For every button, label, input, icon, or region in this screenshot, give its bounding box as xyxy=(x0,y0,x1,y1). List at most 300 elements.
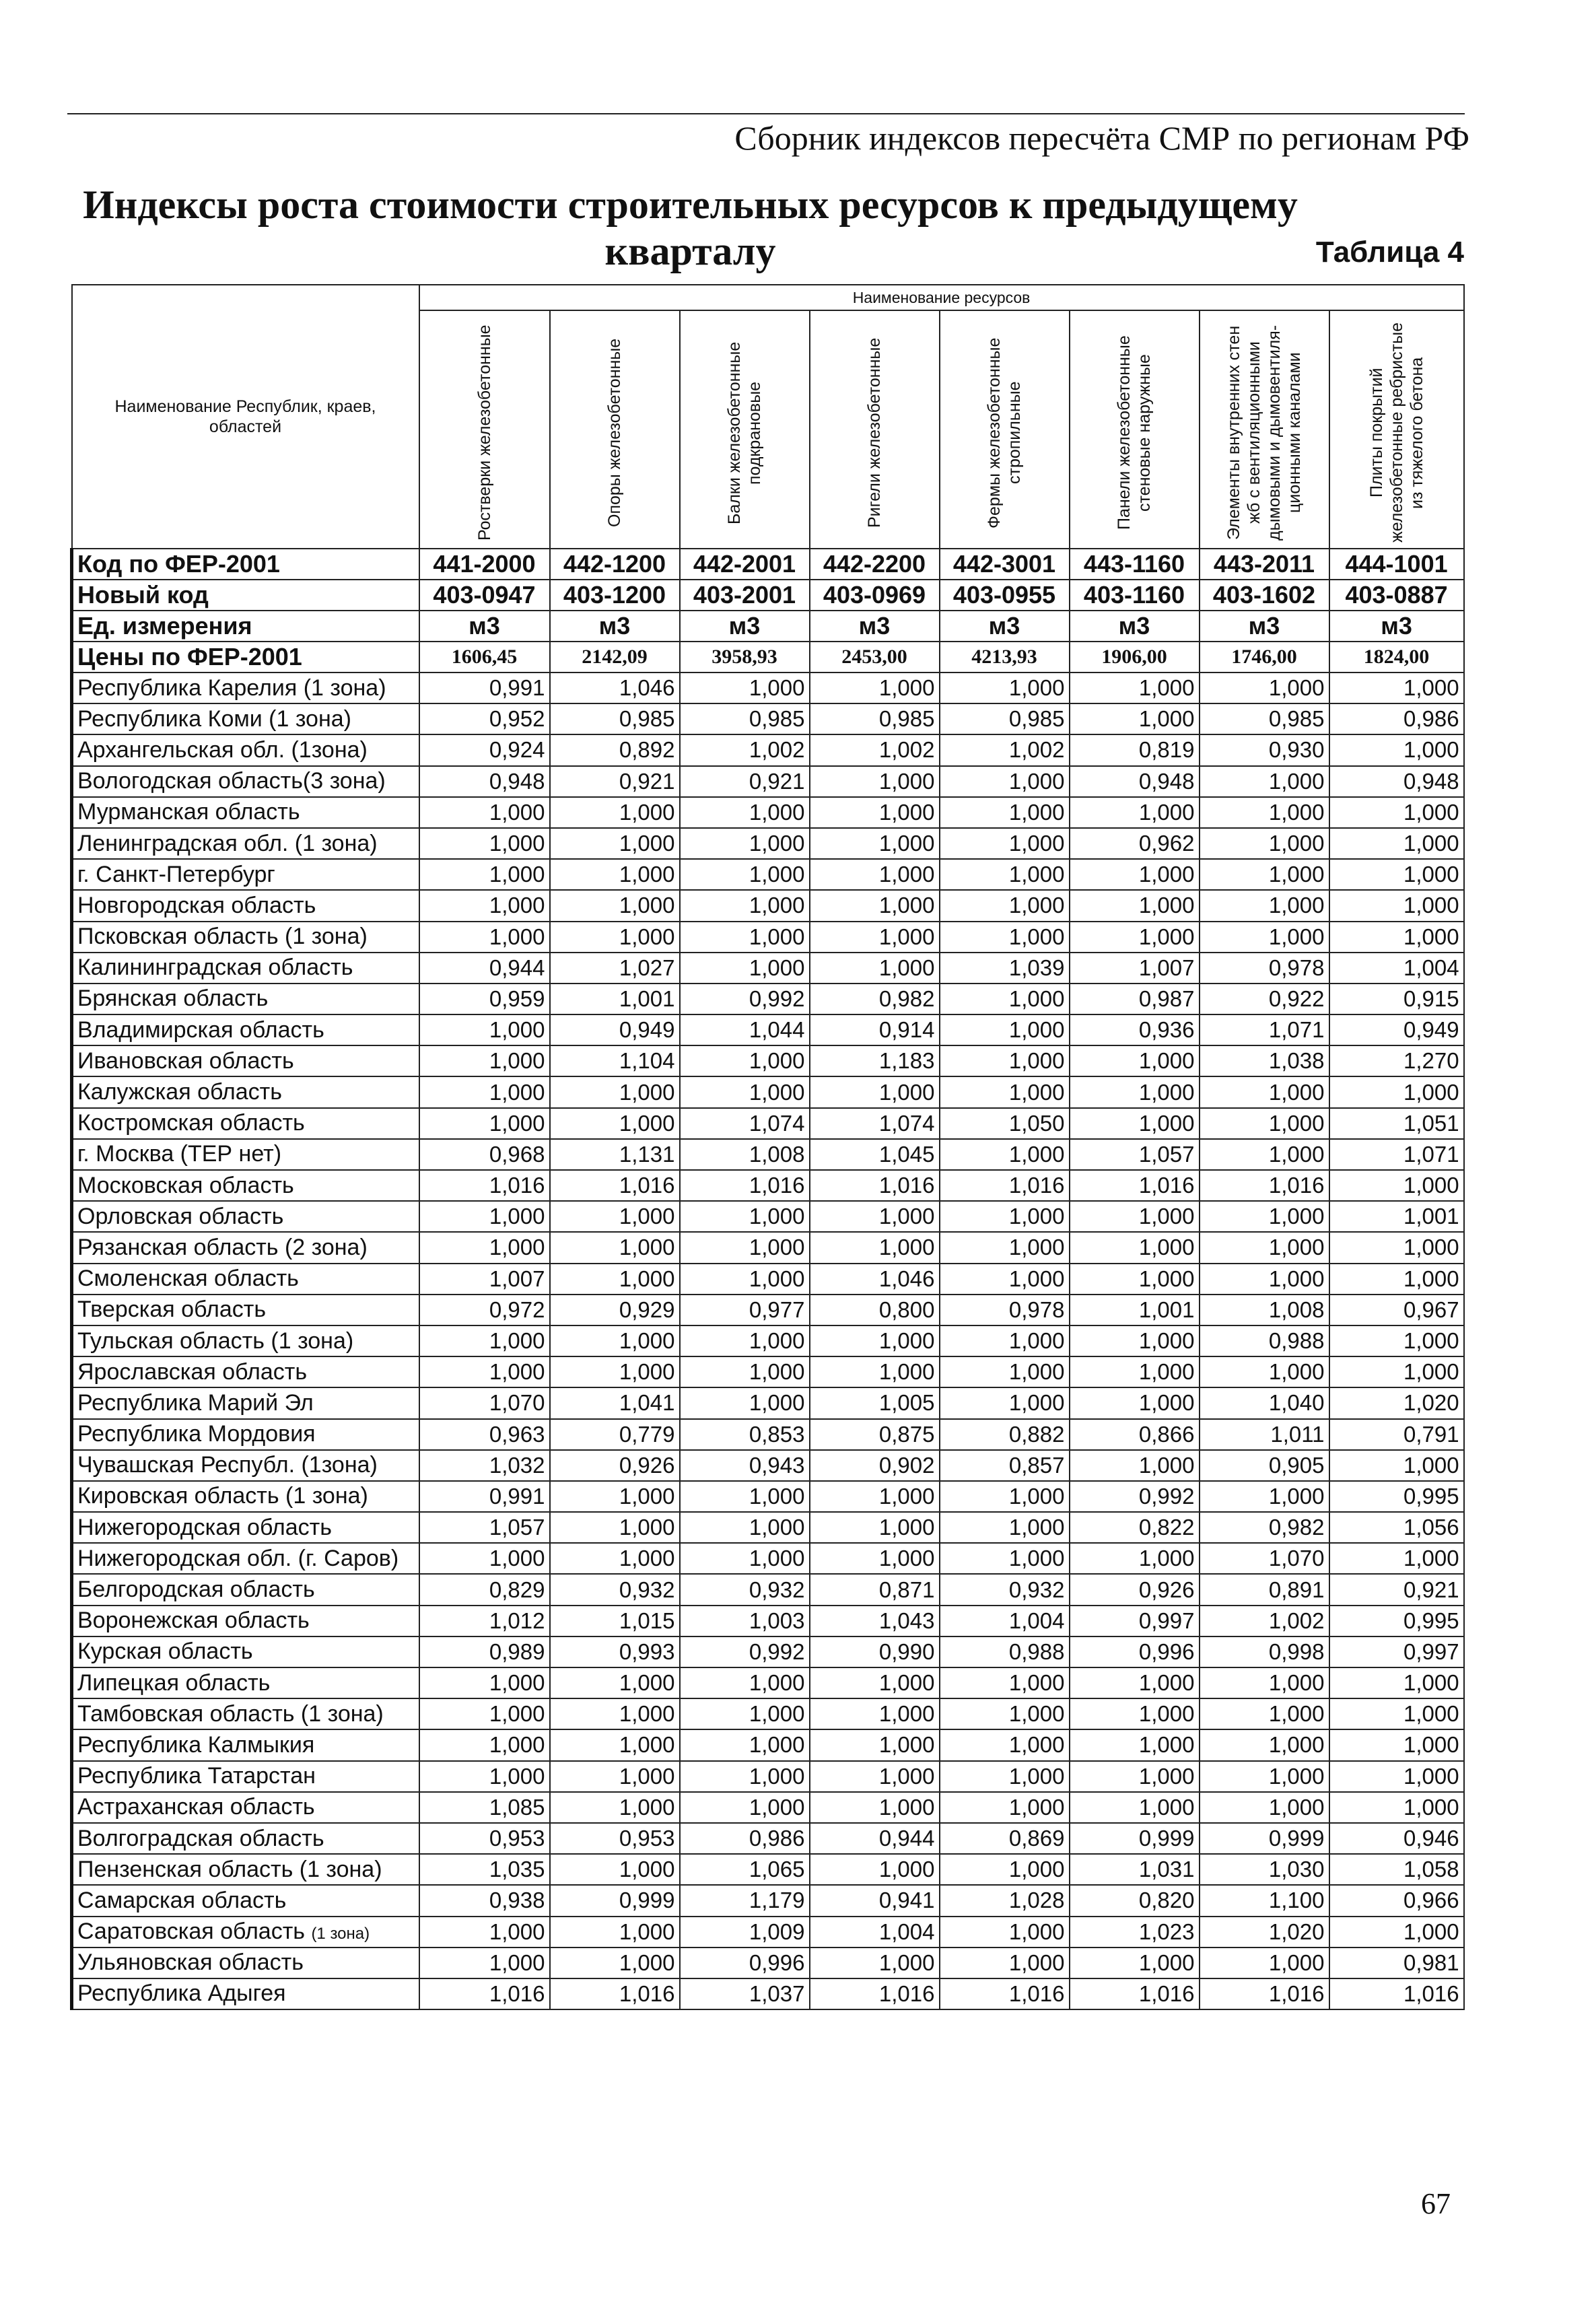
index-value: 1,016 xyxy=(1329,1978,1464,2009)
index-value: 1,000 xyxy=(1070,797,1200,828)
meta-cell: 1606,45 xyxy=(419,642,550,673)
region-name: Республика Коми (1 зона) xyxy=(72,703,419,734)
index-value: 1,000 xyxy=(419,1014,550,1045)
table-row xyxy=(72,1295,1464,1325)
table-row xyxy=(72,953,1464,984)
index-value: 0,892 xyxy=(550,734,680,765)
region-name: Калининградская область xyxy=(72,953,419,984)
index-value: 1,000 xyxy=(550,1201,680,1232)
index-value: 0,995 xyxy=(1329,1606,1464,1636)
index-value: 1,000 xyxy=(419,890,550,921)
index-value: 1,000 xyxy=(1070,1948,1200,1978)
running-header: Сборник индексов пересчёта СМР по регионам РФ xyxy=(734,119,1469,157)
table-row xyxy=(72,1201,1464,1232)
table-row xyxy=(72,703,1464,734)
index-value: 1,000 xyxy=(680,1076,810,1107)
index-value: 1,000 xyxy=(1070,1264,1200,1295)
index-value: 0,819 xyxy=(1070,734,1200,765)
index-value: 1,000 xyxy=(810,1729,940,1760)
index-value: 1,046 xyxy=(810,1264,940,1295)
region-name: Республика Татарстан xyxy=(72,1761,419,1792)
index-value: 1,000 xyxy=(810,1076,940,1107)
region-name: Белгородская область xyxy=(72,1574,419,1605)
index-value: 0,926 xyxy=(550,1450,680,1481)
index-value: 0,989 xyxy=(419,1636,550,1667)
meta-cell: 403-0955 xyxy=(940,580,1070,611)
index-value: 0,982 xyxy=(810,984,940,1014)
header-rule xyxy=(67,113,1465,114)
region-name: Мурманская область xyxy=(72,797,419,828)
region-name: Ярославская область xyxy=(72,1356,419,1387)
column-header: Фермы железобетонные стропильные xyxy=(940,310,1070,549)
index-value: 1,000 xyxy=(680,1512,810,1543)
index-value: 1,000 xyxy=(940,1854,1070,1885)
index-value: 1,000 xyxy=(940,766,1070,797)
index-value: 1,016 xyxy=(1200,1978,1329,2009)
index-value: 1,016 xyxy=(419,1170,550,1201)
index-value: 1,000 xyxy=(1070,890,1200,921)
index-value: 0,990 xyxy=(810,1636,940,1667)
index-value: 1,131 xyxy=(550,1139,680,1170)
region-name: Вологодская область(3 зона) xyxy=(72,766,419,797)
index-value: 1,000 xyxy=(810,766,940,797)
index-value: 1,002 xyxy=(680,734,810,765)
index-value: 1,000 xyxy=(810,890,940,921)
meta-cell: 442-1200 xyxy=(550,549,680,580)
page-number: 67 xyxy=(1421,2187,1451,2220)
index-value: 0,972 xyxy=(419,1295,550,1325)
index-value: 0,921 xyxy=(1329,1574,1464,1605)
meta-cell: м3 xyxy=(1200,611,1329,642)
index-value: 1,000 xyxy=(680,1232,810,1263)
region-name: г. Санкт-Петербург xyxy=(72,859,419,890)
index-value: 1,000 xyxy=(1200,1201,1329,1232)
table-row xyxy=(72,1667,1464,1698)
table-row xyxy=(72,1948,1464,1978)
index-value: 1,000 xyxy=(940,1917,1070,1948)
index-value: 0,800 xyxy=(810,1295,940,1325)
index-value: 0,985 xyxy=(940,703,1070,734)
index-value: 1,000 xyxy=(940,1201,1070,1232)
index-value: 0,953 xyxy=(419,1823,550,1854)
index-value: 1,057 xyxy=(1070,1139,1200,1170)
index-value: 1,027 xyxy=(550,953,680,984)
index-value: 1,070 xyxy=(419,1387,550,1418)
index-value: 0,968 xyxy=(419,1139,550,1170)
index-value: 1,000 xyxy=(940,859,1070,890)
index-value: 1,000 xyxy=(810,1325,940,1356)
index-value: 1,000 xyxy=(419,1917,550,1948)
index-value: 1,000 xyxy=(1329,1761,1464,1792)
index-value: 1,005 xyxy=(810,1387,940,1418)
index-value: 0,966 xyxy=(1329,1885,1464,1916)
meta-row-label: Ед. измерения xyxy=(72,611,419,642)
meta-cell: 2142,09 xyxy=(550,642,680,673)
index-value: 1,000 xyxy=(1200,673,1329,703)
index-value: 1,044 xyxy=(680,1014,810,1045)
table-row xyxy=(72,1356,1464,1387)
resources-group-header: Наименование ресурсов xyxy=(419,285,1464,310)
index-value: 1,000 xyxy=(1200,1356,1329,1387)
index-value: 1,001 xyxy=(550,984,680,1014)
meta-row-label: Новый код xyxy=(72,580,419,611)
region-name: Псковская область (1 зона) xyxy=(72,922,419,953)
index-value: 1,000 xyxy=(940,1667,1070,1698)
meta-cell: м3 xyxy=(550,611,680,642)
region-name: Волгоградская область xyxy=(72,1823,419,1854)
index-value: 1,000 xyxy=(1200,1264,1329,1295)
index-value: 1,000 xyxy=(419,1356,550,1387)
index-value: 1,000 xyxy=(940,1325,1070,1356)
index-value: 1,000 xyxy=(810,1201,940,1232)
index-value: 0,941 xyxy=(810,1885,940,1916)
table-row xyxy=(72,1232,1464,1263)
index-value: 1,000 xyxy=(1200,766,1329,797)
index-value: 1,000 xyxy=(810,1356,940,1387)
region-name: Брянская область xyxy=(72,984,419,1014)
index-value: 1,000 xyxy=(1200,797,1329,828)
index-value: 0,987 xyxy=(1070,984,1200,1014)
index-value: 0,992 xyxy=(1070,1481,1200,1512)
index-value: 1,000 xyxy=(940,1481,1070,1512)
table-row xyxy=(72,1543,1464,1574)
index-value: 1,000 xyxy=(1329,734,1464,765)
region-name: Астраханская область xyxy=(72,1792,419,1823)
index-value: 1,071 xyxy=(1200,1014,1329,1045)
index-value: 0,882 xyxy=(940,1419,1070,1450)
index-value: 1,000 xyxy=(680,1325,810,1356)
index-value: 0,996 xyxy=(1070,1636,1200,1667)
index-value: 1,004 xyxy=(1329,953,1464,984)
index-value: 0,779 xyxy=(550,1419,680,1450)
meta-cell: м3 xyxy=(810,611,940,642)
index-value: 1,004 xyxy=(810,1917,940,1948)
index-value: 0,820 xyxy=(1070,1885,1200,1916)
index-value: 1,000 xyxy=(1070,673,1200,703)
index-value: 1,000 xyxy=(810,1232,940,1263)
index-value: 1,000 xyxy=(1200,1948,1329,1978)
index-value: 0,997 xyxy=(1329,1636,1464,1667)
index-value: 1,000 xyxy=(1070,1729,1200,1760)
index-value: 1,000 xyxy=(940,1045,1070,1076)
index-value: 1,000 xyxy=(1070,1450,1200,1481)
region-name: Ленинградская обл. (1 зона) xyxy=(72,828,419,859)
index-value: 0,869 xyxy=(940,1823,1070,1854)
index-value: 1,058 xyxy=(1329,1854,1464,1885)
index-value: 0,948 xyxy=(1070,766,1200,797)
index-value: 1,016 xyxy=(419,1978,550,2009)
index-value: 1,000 xyxy=(680,1201,810,1232)
index-value: 1,000 xyxy=(1200,859,1329,890)
index-value: 0,962 xyxy=(1070,828,1200,859)
index-value: 1,000 xyxy=(1200,1108,1329,1139)
index-value: 1,270 xyxy=(1329,1045,1464,1076)
meta-cell: м3 xyxy=(680,611,810,642)
index-value: 1,020 xyxy=(1200,1917,1329,1948)
region-name: Кировская область (1 зона) xyxy=(72,1481,419,1512)
index-value: 1,000 xyxy=(550,922,680,953)
meta-cell: 441-2000 xyxy=(419,549,550,580)
index-value: 1,000 xyxy=(550,828,680,859)
meta-cell: 1906,00 xyxy=(1070,642,1200,673)
index-value: 1,000 xyxy=(1070,1543,1200,1574)
index-value: 1,016 xyxy=(1200,1170,1329,1201)
index-value: 1,000 xyxy=(680,1543,810,1574)
index-value: 1,000 xyxy=(1070,1792,1200,1823)
index-value: 1,000 xyxy=(810,797,940,828)
index-value: 1,000 xyxy=(680,1264,810,1295)
index-value: 1,015 xyxy=(550,1606,680,1636)
region-name: Тверская область xyxy=(72,1295,419,1325)
index-value: 0,997 xyxy=(1070,1606,1200,1636)
index-value: 0,991 xyxy=(419,673,550,703)
index-value: 1,000 xyxy=(680,1667,810,1698)
index-value: 1,057 xyxy=(419,1512,550,1543)
page-title: Индексы роста стоимости строительных ресурсов к предыдущему кварталу xyxy=(83,182,1298,273)
region-name: Самарская область xyxy=(72,1885,419,1916)
region-name: Тульская область (1 зона) xyxy=(72,1325,419,1356)
index-value: 1,000 xyxy=(810,1543,940,1574)
meta-cell: 1824,00 xyxy=(1329,642,1464,673)
index-value: 1,085 xyxy=(419,1792,550,1823)
index-value: 1,000 xyxy=(1200,1698,1329,1729)
index-value: 1,016 xyxy=(550,1978,680,2009)
index-value: 1,000 xyxy=(810,828,940,859)
column-header: Балки железобетонные подкрановые xyxy=(680,310,810,549)
region-name: Саратовская область (1 зона) xyxy=(72,1917,419,1948)
index-value: 1,000 xyxy=(940,984,1070,1014)
region-name: Республика Марий Эл xyxy=(72,1387,419,1418)
index-value: 0,853 xyxy=(680,1419,810,1450)
index-value: 0,921 xyxy=(550,766,680,797)
index-value: 0,791 xyxy=(1329,1419,1464,1450)
index-value: 1,000 xyxy=(940,1139,1070,1170)
table-row xyxy=(72,984,1464,1014)
index-value: 1,000 xyxy=(1070,1761,1200,1792)
index-value: 1,000 xyxy=(940,1698,1070,1729)
index-value: 0,986 xyxy=(1329,703,1464,734)
index-value: 0,866 xyxy=(1070,1419,1200,1450)
index-value: 1,040 xyxy=(1200,1387,1329,1418)
meta-cell: м3 xyxy=(419,611,550,642)
index-value: 1,000 xyxy=(940,1076,1070,1107)
index-value: 1,016 xyxy=(550,1170,680,1201)
meta-cell: 2453,00 xyxy=(810,642,940,673)
index-value: 1,000 xyxy=(419,1201,550,1232)
index-value: 1,000 xyxy=(1200,1481,1329,1512)
index-value: 1,016 xyxy=(680,1170,810,1201)
index-value: 0,985 xyxy=(1200,703,1329,734)
table-row xyxy=(72,922,1464,953)
region-name: Калужская область xyxy=(72,1076,419,1107)
index-value: 1,000 xyxy=(550,1917,680,1948)
index-value: 0,949 xyxy=(550,1014,680,1045)
table-row xyxy=(72,1045,1464,1076)
index-value: 1,016 xyxy=(940,1978,1070,2009)
index-value: 1,007 xyxy=(1070,953,1200,984)
column-header: Плиты покрытий железобетонные ребристые из тяжелого бетона xyxy=(1329,310,1464,549)
index-value: 0,822 xyxy=(1070,1512,1200,1543)
index-value: 1,000 xyxy=(940,673,1070,703)
region-name: Республика Карелия (1 зона) xyxy=(72,673,419,703)
column-header: Ригели железобетонные xyxy=(810,310,940,549)
index-value: 1,000 xyxy=(680,1387,810,1418)
region-name: Архангельская обл. (1зона) xyxy=(72,734,419,765)
index-value: 1,000 xyxy=(810,1481,940,1512)
index-value: 1,000 xyxy=(940,1232,1070,1263)
index-value: 1,000 xyxy=(1070,1667,1200,1698)
meta-row xyxy=(72,580,1464,611)
meta-cell: 1746,00 xyxy=(1200,642,1329,673)
index-value: 1,012 xyxy=(419,1606,550,1636)
meta-cell: 442-2001 xyxy=(680,549,810,580)
index-value: 1,000 xyxy=(810,953,940,984)
table-row xyxy=(72,1481,1464,1512)
index-value: 0,922 xyxy=(1200,984,1329,1014)
table-row xyxy=(72,1792,1464,1823)
index-value: 1,000 xyxy=(1070,1108,1200,1139)
meta-row xyxy=(72,642,1464,673)
index-value: 0,902 xyxy=(810,1450,940,1481)
table-row xyxy=(72,1698,1464,1729)
index-value: 1,000 xyxy=(940,797,1070,828)
index-value: 1,000 xyxy=(550,1698,680,1729)
index-value: 0,930 xyxy=(1200,734,1329,765)
region-name: Тамбовская область (1 зона) xyxy=(72,1698,419,1729)
index-value: 0,929 xyxy=(550,1295,680,1325)
index-value: 1,000 xyxy=(1200,1761,1329,1792)
index-value: 1,000 xyxy=(680,1761,810,1792)
index-value: 0,978 xyxy=(1200,953,1329,984)
index-value: 1,000 xyxy=(1070,1232,1200,1263)
index-value: 1,016 xyxy=(810,1170,940,1201)
index-value: 1,000 xyxy=(1329,1356,1464,1387)
table-row xyxy=(72,1325,1464,1356)
meta-cell: 4213,93 xyxy=(940,642,1070,673)
meta-cell: 403-1602 xyxy=(1200,580,1329,611)
meta-cell: 403-0947 xyxy=(419,580,550,611)
index-value: 0,936 xyxy=(1070,1014,1200,1045)
index-value: 0,932 xyxy=(680,1574,810,1605)
index-value: 1,000 xyxy=(940,1356,1070,1387)
table-row xyxy=(72,1512,1464,1543)
index-value: 0,991 xyxy=(419,1481,550,1512)
index-value: 0,924 xyxy=(419,734,550,765)
table-row xyxy=(72,1978,1464,2009)
index-value: 1,008 xyxy=(680,1139,810,1170)
index-value: 1,000 xyxy=(1329,1232,1464,1263)
table-row xyxy=(72,1014,1464,1045)
index-value: 1,000 xyxy=(1329,859,1464,890)
index-value: 1,016 xyxy=(1070,1170,1200,1201)
index-value: 1,000 xyxy=(550,1076,680,1107)
index-value: 0,959 xyxy=(419,984,550,1014)
index-value: 0,949 xyxy=(1329,1014,1464,1045)
index-value: 1,046 xyxy=(550,673,680,703)
index-value: 1,000 xyxy=(550,1512,680,1543)
table-row xyxy=(72,1387,1464,1418)
index-value: 1,000 xyxy=(550,1325,680,1356)
index-value: 1,104 xyxy=(550,1045,680,1076)
index-value: 1,100 xyxy=(1200,1885,1329,1916)
index-value: 1,000 xyxy=(550,1481,680,1512)
index-value: 1,038 xyxy=(1200,1045,1329,1076)
index-value: 1,000 xyxy=(1070,703,1200,734)
index-value: 1,000 xyxy=(940,1948,1070,1978)
meta-cell: 443-1160 xyxy=(1070,549,1200,580)
index-value: 1,000 xyxy=(1329,1264,1464,1295)
table-row xyxy=(72,1450,1464,1481)
index-value: 1,000 xyxy=(1329,1170,1464,1201)
index-value: 1,000 xyxy=(940,1264,1070,1295)
index-table xyxy=(70,284,1465,2010)
region-name: Нижегородская обл. (г. Саров) xyxy=(72,1543,419,1574)
meta-cell: м3 xyxy=(1329,611,1464,642)
table-row xyxy=(72,1108,1464,1139)
index-value: 1,000 xyxy=(1070,859,1200,890)
region-name: Липецкая область xyxy=(72,1667,419,1698)
index-value: 1,000 xyxy=(1070,1356,1200,1387)
index-value: 1,000 xyxy=(940,828,1070,859)
index-value: 1,000 xyxy=(680,1481,810,1512)
meta-cell: м3 xyxy=(940,611,1070,642)
index-value: 1,000 xyxy=(1329,1543,1464,1574)
index-value: 1,000 xyxy=(1200,1139,1329,1170)
table-row xyxy=(72,1854,1464,1885)
index-value: 1,183 xyxy=(810,1045,940,1076)
index-value: 1,020 xyxy=(1329,1387,1464,1418)
table-row xyxy=(72,828,1464,859)
index-value: 1,000 xyxy=(1329,1076,1464,1107)
index-value: 1,000 xyxy=(550,1264,680,1295)
region-name: Курская область xyxy=(72,1636,419,1667)
region-name: Московская область xyxy=(72,1170,419,1201)
meta-cell: 443-2011 xyxy=(1200,549,1329,580)
index-value: 1,000 xyxy=(680,828,810,859)
index-value: 1,000 xyxy=(1070,1698,1200,1729)
index-value: 0,998 xyxy=(1200,1636,1329,1667)
meta-cell: 442-3001 xyxy=(940,549,1070,580)
region-name: Нижегородская область xyxy=(72,1512,419,1543)
index-value: 0,829 xyxy=(419,1574,550,1605)
meta-cell: 442-2200 xyxy=(810,549,940,580)
index-value: 1,000 xyxy=(1070,1201,1200,1232)
region-name: Воронежская область xyxy=(72,1606,419,1636)
index-value: 0,915 xyxy=(1329,984,1464,1014)
index-value: 0,875 xyxy=(810,1419,940,1450)
index-value: 0,944 xyxy=(419,953,550,984)
meta-row-label: Цены по ФЕР-2001 xyxy=(72,642,419,673)
index-value: 1,016 xyxy=(1070,1978,1200,2009)
index-value: 0,946 xyxy=(1329,1823,1464,1854)
index-value: 1,045 xyxy=(810,1139,940,1170)
index-value: 1,007 xyxy=(419,1264,550,1295)
index-value: 1,000 xyxy=(940,922,1070,953)
table-row xyxy=(72,1917,1464,1948)
index-value: 1,000 xyxy=(419,1667,550,1698)
index-value: 0,938 xyxy=(419,1885,550,1916)
index-value: 1,023 xyxy=(1070,1917,1200,1948)
index-value: 1,000 xyxy=(1329,1450,1464,1481)
index-value: 0,978 xyxy=(940,1295,1070,1325)
index-value: 1,000 xyxy=(1070,922,1200,953)
index-value: 1,002 xyxy=(1200,1606,1329,1636)
index-value: 1,000 xyxy=(810,1792,940,1823)
meta-cell: 403-0887 xyxy=(1329,580,1464,611)
meta-row xyxy=(72,611,1464,642)
index-value: 0,985 xyxy=(550,703,680,734)
index-value: 0,988 xyxy=(940,1636,1070,1667)
